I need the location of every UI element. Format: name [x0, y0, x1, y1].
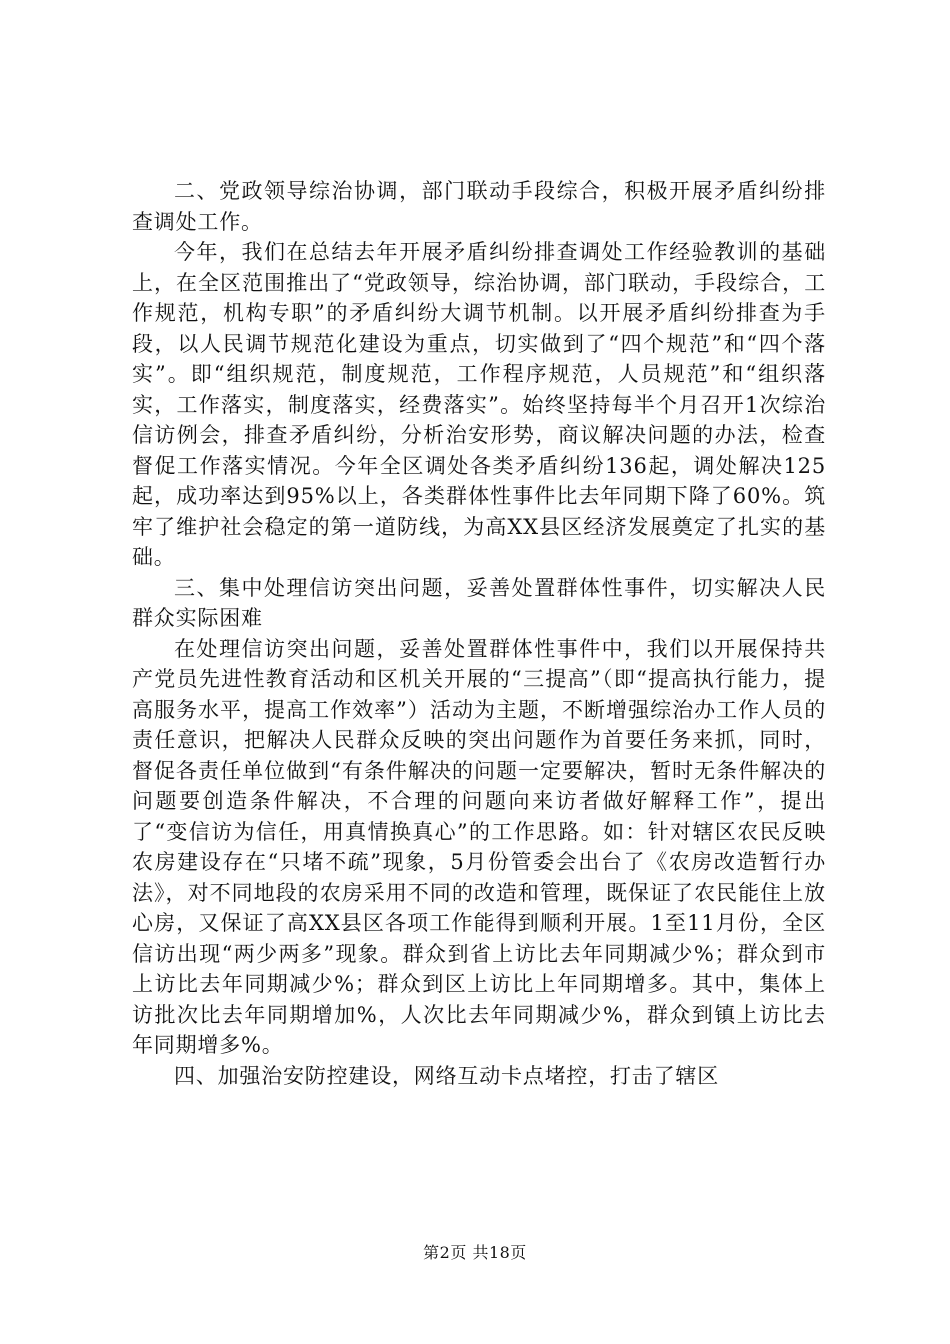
- paragraph-section-2-body: 今年，我们在总结去年开展矛盾纠纷排查调处工作经验教训的基础上，在全区范围推出了“党政领导，综治协调，部门联动，手段综合，工作规范，机构专职”的矛盾纠纷大调节机制。以开展矛盾纠纷排查为手段，以人民调节规范化建设为重点，切实做到了“四个规范”和“四个落实”。即“组织规范，制度规范，工作程序规范，人员规范”和“组织落实，工作落实，制度落实，经费落实”。始终坚持每半个月召开1次综治信访例会，排查矛盾纠纷，分析治安形势，商议解决问题的办法，检查督促工作落实情况。今年全区调处各类矛盾纠纷136起，调处解决125起，成功率达到95%以上，各类群体性事件比去年同期下降了60%。筑牢了维护社会稳定的第一道防线，为高XX县区经济发展奠定了扎实的基础。: [132, 240, 826, 569]
- paragraph-section-4-heading: 四、加强治安防控建设，网络互动卡点堵控，打击了辖区: [174, 1063, 719, 1088]
- paragraph-section-2-heading: 二、党政领导综治协调，部门联动手段综合，积极开展矛盾纠纷排查调处工作。: [132, 179, 826, 234]
- page-number-footer: 第2页 共18页: [423, 1243, 527, 1262]
- paragraph-section-3-heading: 三、集中处理信访突出问题，妥善处置群体性事件，切实解决人民群众实际困难: [132, 575, 826, 630]
- paragraph-section-3-body: 在处理信访突出问题，妥善处置群体性事件中，我们以开展保持共产党员先进性教育活动和区机关开展的“三提高”（即“提高执行能力，提高服务水平，提高工作效率”）活动为主题，不断增强综治办工作人员的责任意识，把解决人民群众反映的突出问题作为首要任务来抓，同时，督促各责任单位做到“有条件解决的问题一定要解决，暂时无条件解决的问题要创造条件解决，不合理的问题向来访者做好解释工作”，提出了“变信访为信任，用真情换真心”的工作思路。如：针对辖区农民反映农房建设存在“只堵不疏”现象，5月份管委会出台了《农房改造暂行办法》，对不同地段的农房采用不同的改造和管理，既保证了农民能住上放心房，又保证了高XX县区各项工作能得到顺利开展。1至11月份，全区信访出现“两少两多”现象。群众到省上访比去年同期减少%；群众到市上访比去年同期减少%；群众到区上访比上年同期增多。其中，集体上访批次比去年同期增加%，人次比去年同期减少%，群众到镇上访比去年同期增多%。: [132, 636, 826, 1057]
- document-body: [132, 176, 826, 1091]
